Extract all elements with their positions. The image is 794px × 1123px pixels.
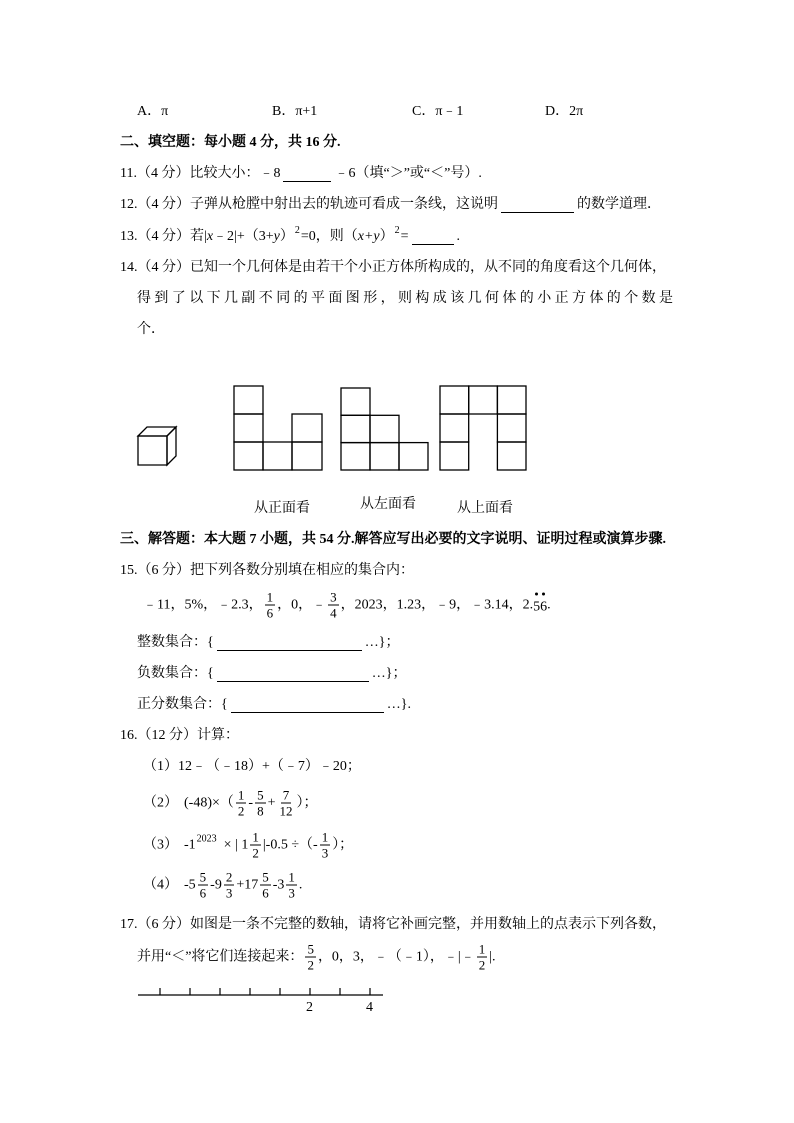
numerator: 1	[321, 829, 329, 845]
left-view-label: 从左面看	[360, 497, 416, 512]
q13-text-end: .	[456, 229, 461, 244]
fraction	[286, 870, 297, 901]
part-text: ）；	[332, 837, 354, 852]
fraction	[305, 942, 316, 973]
question-17-line-2	[137, 942, 496, 973]
part-label: （4）	[143, 877, 178, 892]
q12-text: 12.（4 分）子弹从枪膛中射出去的轨迹可看成一条线，这说明	[120, 197, 498, 212]
q16-part-3	[143, 830, 353, 861]
set-label: 整数集合：{	[137, 635, 214, 650]
q15-text: 15.（6 分）把下列各数分别填在相应的集合内：	[120, 563, 414, 578]
left-view-cell	[341, 415, 370, 442]
q13-text: ）	[379, 229, 394, 244]
part-text: +17	[236, 877, 259, 892]
front-view-cell	[234, 414, 263, 442]
choice-b-text: B．π+1	[272, 104, 318, 119]
fraction	[224, 870, 235, 901]
variable-sum: x+y	[357, 229, 380, 244]
denominator: 4	[330, 605, 337, 621]
set-label: 正分数集合：{	[137, 697, 228, 712]
number-list-text: .	[547, 597, 551, 612]
fraction	[250, 830, 261, 861]
fraction	[198, 870, 209, 901]
part-label: （3）	[143, 837, 178, 852]
part-text: -3	[272, 877, 285, 892]
q12-text-end: 的数学道理．	[577, 197, 661, 212]
variable-y: y	[273, 229, 280, 244]
top-view-cell	[440, 414, 469, 442]
question-17-line-1	[120, 916, 666, 934]
top-view-cell	[497, 442, 526, 470]
operator: -	[248, 795, 254, 810]
q11-text: 11.（4 分）比较大小：﹣8	[120, 166, 281, 181]
question-12	[120, 196, 661, 214]
choice-d	[545, 103, 583, 121]
top-view-cell	[497, 414, 526, 442]
variable-x: x	[206, 229, 214, 244]
numerator: 1	[252, 829, 259, 845]
denominator: 3	[288, 885, 295, 901]
set-tail: …}.	[386, 697, 411, 712]
q17-text-end: |.	[489, 949, 496, 964]
numerator: 1	[288, 869, 295, 885]
part-text: ）；	[296, 795, 318, 810]
q13-text: ﹣2|+（3+	[213, 229, 274, 244]
numerator: 5	[262, 869, 269, 885]
question-14-line-3	[137, 321, 165, 339]
part-text: ×（	[212, 795, 234, 810]
cube-side-face	[167, 427, 176, 465]
part-label: （2）	[143, 795, 178, 810]
choice-a-text: A．π	[137, 104, 169, 119]
q15-number-list	[143, 590, 551, 621]
q17-text: 17.（6 分）如图是一条不完整的数轴，请将它补画完整，并用数轴上的点表示下列各数，	[120, 917, 666, 932]
part-text: -5	[184, 877, 196, 892]
q17-text: 并用“＜”将它们连接起来：	[137, 949, 304, 964]
fraction	[236, 788, 247, 819]
front-view-cell	[263, 442, 292, 470]
negative-set	[137, 665, 406, 683]
fraction	[328, 590, 339, 621]
q16-part-4	[143, 870, 302, 901]
exponent: 2023	[196, 833, 217, 844]
denominator: 3	[225, 885, 233, 901]
question-14-line-2: 得到了以下几副不同的平面图形，则构成该几何体的小正方体的个数是	[137, 291, 673, 306]
denominator: 6	[199, 885, 207, 901]
q13-text: ）	[279, 229, 294, 244]
q16-part-2	[143, 788, 317, 819]
numerator: 7	[282, 787, 290, 803]
q13-text: =0，则（	[300, 229, 358, 244]
q16-text: 16.（12 分）计算：	[120, 728, 239, 743]
denominator: 6	[266, 605, 274, 621]
part-text: （1）12﹣（﹣18）+（﹣7）﹣20；	[143, 759, 361, 774]
section3-title	[120, 531, 666, 549]
cube-front-face	[138, 436, 167, 465]
number-line-label: 4	[366, 1000, 373, 1015]
front-view-label: 从正面看	[254, 501, 310, 516]
top-view-cell	[497, 386, 526, 414]
answer-blank	[217, 666, 369, 682]
part-text: × | 1	[223, 837, 249, 852]
denominator: 3	[321, 845, 329, 861]
top-view-cell	[469, 386, 498, 414]
exponent: 2	[394, 225, 400, 236]
q17-text: ，0，3，﹣（﹣1），﹣|﹣	[317, 949, 475, 964]
set-label: 负数集合：{	[137, 666, 214, 681]
front-view-cell	[234, 386, 263, 414]
question-13	[120, 225, 461, 246]
question-11	[120, 165, 482, 183]
fraction	[255, 788, 266, 819]
cube-top-face	[138, 427, 176, 436]
fraction	[477, 942, 488, 973]
top-view-label: 从上面看	[457, 501, 513, 516]
q14-text-end: 个．	[137, 322, 165, 337]
repeat-dot	[542, 592, 545, 595]
denominator: 2	[252, 845, 259, 861]
choice-a	[137, 103, 168, 121]
top-view-cell	[440, 386, 469, 414]
positive-fraction-set	[137, 696, 411, 714]
integer-set	[137, 634, 399, 652]
q16-part-1	[143, 758, 361, 776]
choice-c	[412, 103, 463, 121]
repeat-dot	[535, 592, 538, 595]
numerator: 5	[257, 787, 264, 803]
question-16	[120, 727, 239, 745]
fraction	[277, 788, 294, 819]
front-view-cell	[234, 442, 263, 470]
repeating-decimal	[533, 594, 547, 616]
left-view-cell	[370, 443, 399, 470]
answer-blank	[412, 229, 454, 245]
denominator: 2	[307, 957, 314, 973]
choice-b	[272, 103, 317, 121]
denominator: 6	[262, 885, 269, 901]
part-text: |-0.5 ÷（-	[262, 837, 318, 852]
fraction	[260, 870, 271, 901]
part-text: -1	[184, 837, 196, 852]
numerator: 1	[237, 787, 245, 803]
denominator: 8	[257, 803, 264, 819]
answer-blank	[283, 166, 331, 182]
section3-title-text: 三、解答题：本大题 7 小题，共 54 分.解答应写出必要的文字说明、证明过程或演算步骤.	[120, 532, 666, 547]
section2-title	[120, 134, 341, 152]
top-view-cell	[440, 442, 469, 470]
front-view-cell	[292, 414, 322, 442]
section2-title-text: 二、填空题：每小题 4 分，共 16 分.	[120, 135, 341, 150]
exponent: 2	[294, 225, 300, 236]
operator: +	[267, 795, 276, 810]
q11-text-end: ﹣6（填“＞”或“＜”号）.	[334, 166, 482, 181]
answer-blank	[217, 635, 362, 651]
set-tail: …}；	[364, 635, 400, 650]
left-view-cell	[341, 388, 370, 415]
q14-text: 14.（4 分）已知一个几何体是由若干个小正方体所构成的，从不同的角度看这个几何体，	[120, 260, 666, 275]
q13-text: =	[400, 229, 409, 244]
q13-text: 13.（4 分）若|	[120, 229, 207, 244]
left-view-cell	[399, 443, 428, 470]
question-15	[120, 562, 414, 580]
answer-blank	[231, 697, 384, 713]
part-text: -9	[210, 877, 222, 892]
numerator: 1	[266, 589, 274, 605]
numerator: 5	[199, 869, 207, 885]
question-14-line-1	[120, 259, 666, 277]
numerator: 1	[478, 941, 486, 957]
left-view-cell	[370, 415, 399, 442]
numerator: 5	[307, 941, 314, 957]
part-text: .	[298, 877, 303, 892]
numerator: 2	[225, 869, 233, 885]
fraction	[265, 590, 276, 621]
numerator: 3	[330, 589, 337, 605]
denominator: 2	[478, 957, 486, 973]
repeating-digits: 56	[533, 599, 548, 614]
number-line-label: 2	[306, 1000, 313, 1015]
number-list-text: ，0，﹣	[277, 597, 327, 612]
front-view-cell	[292, 442, 322, 470]
choice-c-text: C．π﹣1	[412, 104, 464, 119]
number-list-text: ，2023，1.23，﹣9，﹣3.14，2.	[340, 597, 534, 612]
denominator: 2	[237, 803, 245, 819]
left-view-cell	[341, 443, 370, 470]
number-list-text: ﹣11，5%，﹣2.3，	[143, 597, 263, 612]
denominator: 12	[279, 803, 293, 819]
set-tail: …}；	[371, 666, 407, 681]
answer-blank	[501, 197, 574, 213]
fraction	[320, 830, 331, 861]
choice-d-text: D．2π	[545, 104, 584, 119]
part-text: (-48)	[184, 795, 212, 810]
